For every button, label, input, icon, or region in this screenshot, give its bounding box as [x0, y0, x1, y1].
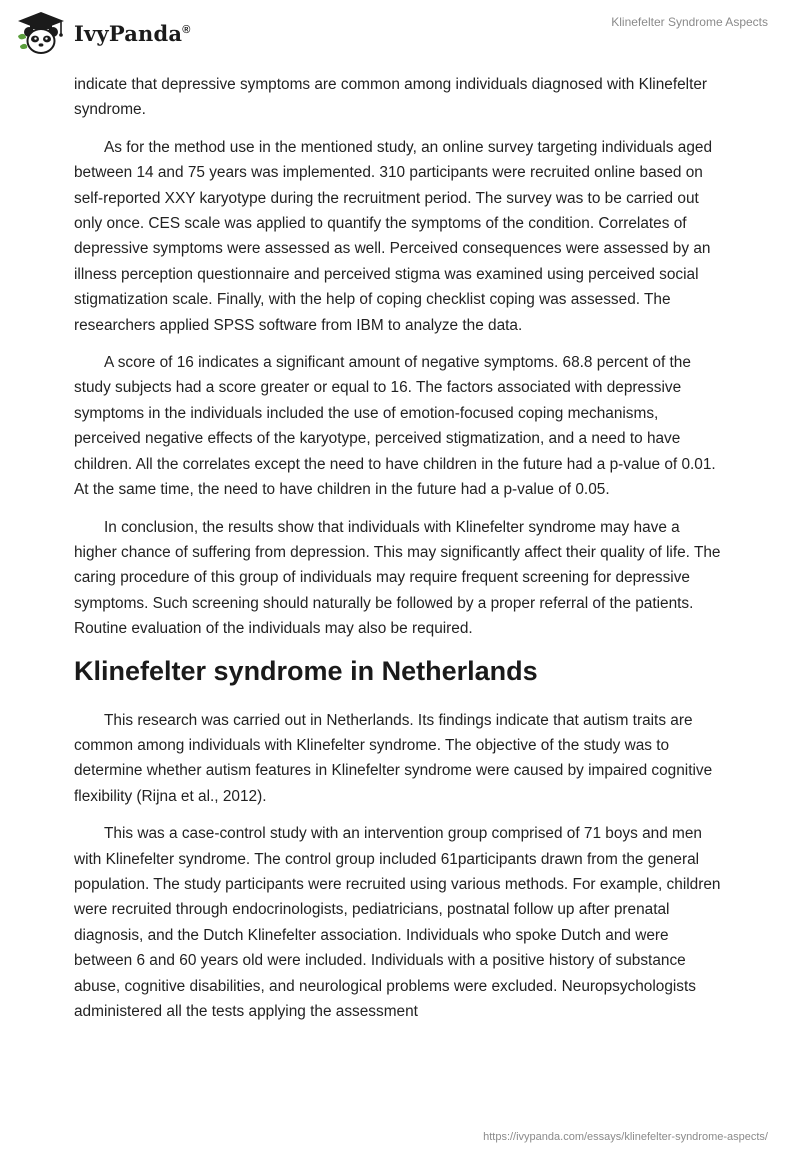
ivypanda-logo[interactable] — [14, 10, 191, 56]
document-title: Klinefelter Syndrome Aspects — [611, 15, 768, 29]
panda-graduate-icon — [14, 10, 68, 56]
source-url[interactable]: https://ivypanda.com/essays/klinefelter-syndrome-aspects/ — [483, 1131, 768, 1143]
registered-mark: ® — [182, 23, 191, 36]
paragraph-continuation: indicate that depressive symptoms are common among individuals diagnosed with Klinefelter syndrome. — [74, 76, 708, 119]
paragraph-netherlands-intro: This research was carried out in Netherlands. Its findings indicate that autism traits are common among individuals with Klinefelter syndrome. The objective of the study was to determine whether autism features in Klinefelter syndrome were caused by impaired cognitive flexibility (Rijna et al., 2012). — [74, 711, 713, 805]
paragraph-conclusion: In conclusion, the results show that individuals with Klinefelter syndrome may have a higher chance of suffering from depression. This may significantly affect their quality of life. The caring procedure of this group of individuals may require frequent screening for depressive symptoms. Such screening should naturally be followed by a proper referral of the patients. Routine evaluation of the individuals may also be required. — [74, 518, 721, 638]
paragraph-results: A score of 16 indicates a significant amount of negative symptoms. 68.8 percent of the study subjects had a score greater or equal to 16. The factors associated with depressive symptoms in the individuals included the use of emotion-focused coping mechanisms, perceived negative effects of the karyotype, perceived stigmatization, and a need to have children. All the correlates except the need to have children in the future had a p-value of 0.01. At the same time, the need to have children in the future had a p-value of 0.05. — [74, 354, 716, 499]
page-header — [0, 0, 800, 64]
essay-content — [74, 72, 724, 1036]
section-heading: Klinefelter syndrome in Netherlands — [74, 655, 538, 686]
brand-name: IvyPanda® — [74, 20, 191, 46]
paragraph-method: As for the method use in the mentioned study, an online survey targeting individuals aged between 14 and 75 years was implemented. 310 participants were recruited online based on self-reported XXY karyotype during the recruitment period. The survey was to be carried out only once. CES scale was applied to quantify the symptoms of the condition. Correlates of depressive symptoms were assessed as well. Perceived consequences were assessed by an illness perception questionnaire and perceived stigma was examined using perceived social stigmatization scale. Finally, with the help of coping checklist coping was assessed. The researchers applied SPSS software from IBM to analyze the data. — [74, 138, 713, 334]
paragraph-case-control: This was a case-control study with an intervention group comprised of 71 boys and men with Klinefelter syndrome. The control group included 61participants drawn from the general population. The study participants were recruited using various methods. For example, children were recruited through endocrinologists, pediatricians, postnatal follow up after prenatal diagnosis, and the Dutch Klinefelter association. Individuals who spoke Dutch and were between 6 and 60 years old were included. Individuals with a positive history of substance abuse, cognitive disabilities, and neurological problems were excluded. Neuropsychologists administered all the tests applying the assessment — [74, 825, 721, 1020]
